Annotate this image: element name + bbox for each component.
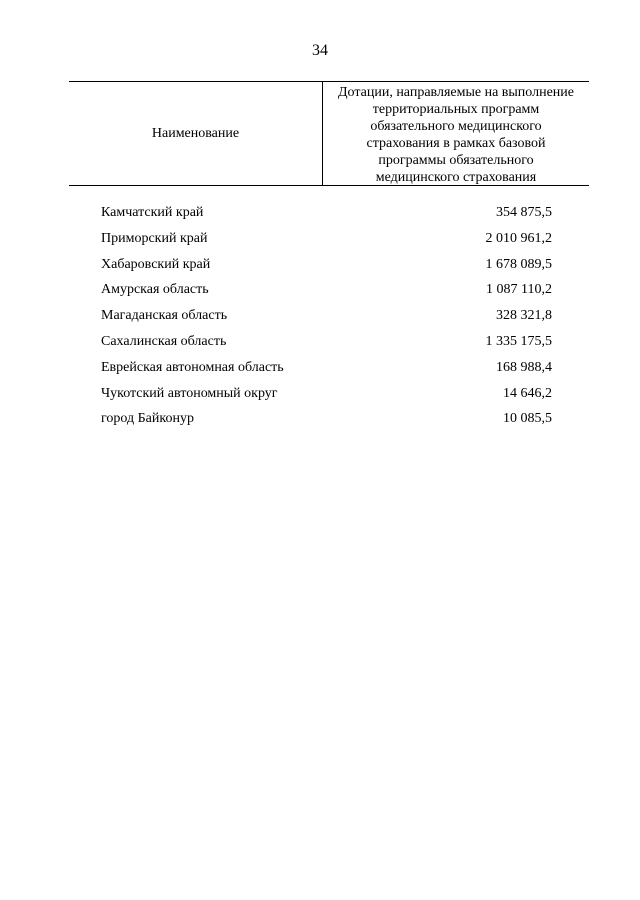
subsidy-value: 1 335 175,5	[485, 333, 552, 349]
subsidy-value: 1 678 089,5	[485, 256, 552, 272]
column-header-subsidies	[323, 84, 589, 186]
subsidy-value: 14 646,2	[503, 385, 552, 401]
table-row	[0, 381, 640, 407]
table-row	[0, 406, 640, 432]
subsidy-value: 328 321,8	[496, 308, 552, 324]
column-header-name	[69, 82, 322, 185]
column-header-subsidies-line: обязательного медицинского	[370, 119, 542, 134]
subsidy-value: 2 010 961,2	[485, 230, 552, 246]
table-row	[0, 355, 640, 381]
subsidy-value: 1 087 110,2	[486, 282, 552, 298]
table-row	[0, 329, 640, 355]
region-name: Приморский край	[101, 230, 208, 246]
column-header-subsidies-line: медицинского страхования	[375, 170, 537, 185]
table-row	[0, 303, 640, 329]
table-header	[69, 81, 589, 186]
subsidy-value: 168 988,4	[496, 359, 552, 375]
region-name: Амурская область	[101, 282, 209, 298]
column-header-subsidies-line: территориальных программ	[372, 102, 540, 117]
column-header-name-label: Наименование	[151, 125, 240, 141]
region-name: Еврейская автономная область	[101, 359, 284, 375]
region-name: город Байконур	[101, 411, 194, 427]
subsidy-value: 354 875,5	[496, 205, 552, 220]
region-name: Магаданская область	[101, 308, 228, 324]
region-name: Чукотский автономный округ	[101, 385, 278, 401]
column-header-subsidies-line: страхования в рамках базовой	[366, 136, 546, 151]
table-body	[0, 200, 640, 432]
column-header-subsidies-line: программы обязательного	[378, 153, 534, 168]
region-name: Хабаровский край	[101, 256, 211, 272]
table-row	[0, 252, 640, 278]
table-row	[0, 200, 640, 226]
page-number: 34	[312, 42, 328, 59]
table-row	[0, 277, 640, 303]
region-name: Сахалинская область	[101, 333, 227, 349]
column-header-subsidies-line: Дотации, направляемые на выполнение	[337, 85, 575, 100]
table-row	[0, 226, 640, 252]
region-name: Камчатский край	[101, 205, 204, 220]
subsidy-value: 10 085,5	[503, 411, 552, 427]
